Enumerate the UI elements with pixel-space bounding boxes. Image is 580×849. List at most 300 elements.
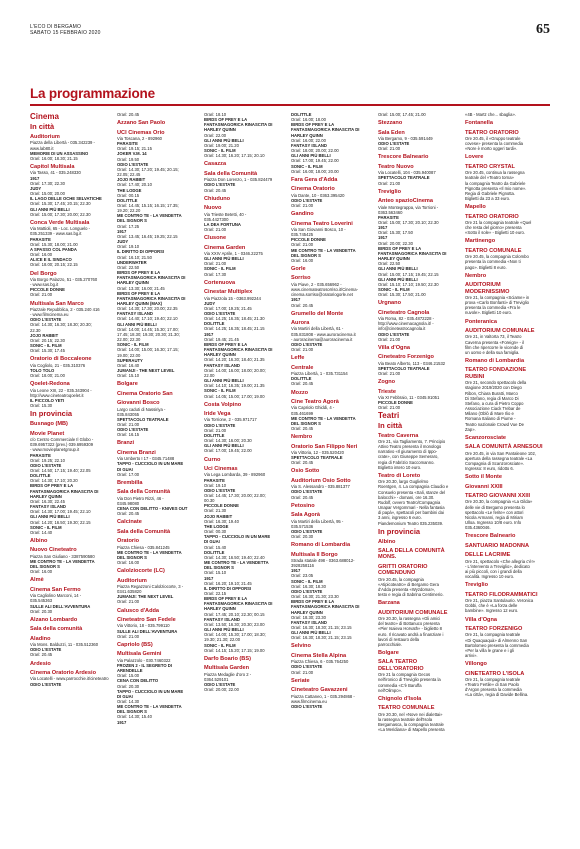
detail-line: Orari: 15.30; 17.50; 21.00 xyxy=(378,292,426,298)
venue-name: Romano di Lombardia xyxy=(291,542,351,549)
detail-line: Via Trieste Betetti, 40 - xyxy=(204,211,247,217)
venue-name: Oratorio di Boccaleone xyxy=(30,356,92,363)
title-line: ODIO L'ESTATE xyxy=(291,528,323,534)
title-line: ODIO L'ESTATE xyxy=(291,703,323,709)
detail-line: Consuelo presenta «Sali, stanze del xyxy=(378,489,446,495)
detail-line: Orari: 22.15 xyxy=(204,590,227,596)
detail-line: Orari: 17.00 xyxy=(117,471,140,477)
detail-line: Ore 21, secondo spettacolo della xyxy=(465,380,527,386)
venue-name: Darfo Boario (BS) xyxy=(204,655,251,662)
title-line: DEL SIGNOR S xyxy=(204,565,234,571)
detail-line: Orari: 14.00; 14.45; 15.30; 17.00; xyxy=(117,326,179,332)
section-heading: Cinema xyxy=(30,112,59,121)
title-line: JUDY xyxy=(30,185,42,191)
detail-line: Via Bergamo, 9 - 035.591449 xyxy=(378,135,433,141)
venue-name: Nembro xyxy=(465,272,487,279)
detail-line: la compagnia Teatro da Gabriele xyxy=(465,180,526,186)
title-line: ME CONTRO TE - LA VENDETTA xyxy=(117,549,182,555)
detail-line: del teatro» di Bottanuco presenta xyxy=(378,621,440,627)
detail-line: Orari: 20.00; 22.30 xyxy=(378,240,413,246)
title-line: SPETTACOLO TEATRALE xyxy=(291,455,343,461)
detail-line: www.filmcinema.eu xyxy=(291,698,327,704)
detail-line: Orari: 17.00; 19.25; 21.45 xyxy=(204,305,252,311)
detail-line: Via Piave, 2 - 035.656962 - xyxy=(291,281,342,287)
venue-name: Albino xyxy=(30,538,48,545)
detail-line: Orari: 14.40 xyxy=(30,529,53,535)
detail-line: 19.20; 22.20 xyxy=(117,208,141,214)
title-line: ODIO L'ESTATE xyxy=(30,647,62,653)
detail-line: Orari: 21.30 xyxy=(204,508,227,514)
venue-name: Teatro Caverna xyxy=(378,432,419,439)
detail-line: Romana Italiano di Piume - xyxy=(465,416,516,422)
venue-name: Teatro Nuovo xyxy=(378,163,414,170)
venue-name: Cinema Oratorio xyxy=(291,186,335,193)
venue-name: Cinestar Multiplex xyxy=(204,289,253,296)
title-line: PICCOLE DONNE xyxy=(30,287,65,293)
detail-line: - www.movieplanetgroup.it xyxy=(30,447,80,453)
title-line: 1917 xyxy=(291,568,301,574)
detail-line: Orari: 15.00; 17.45; 21.00 xyxy=(378,112,426,117)
title-line: 1917 xyxy=(291,297,301,303)
title-line: PARASITE xyxy=(30,452,51,458)
venue-name: Fara Gera d'Adda xyxy=(291,176,338,183)
title-line: HARLEY QUINN xyxy=(204,606,236,612)
detail-line: Orari: 21.00 xyxy=(117,599,140,605)
detail-line: Orari: 14.40; 17.10; 19.40; 22.10 xyxy=(117,316,178,322)
subsection-heading: In città xyxy=(30,122,55,131)
detail-line: Orari: 16.00; 18.00 xyxy=(291,117,326,123)
detail-line: Orari: 21.00 xyxy=(378,146,401,152)
venue-name: Sorriso xyxy=(291,275,311,282)
venue-name: Casazza xyxy=(204,161,227,168)
title-line: 1917 xyxy=(378,235,388,241)
detail-line: 3 anni, ingresso 6 euro. xyxy=(378,515,422,521)
venue-name: Alzano Lombardo xyxy=(30,616,78,623)
title-line: PICCOLE DONNE xyxy=(204,503,239,509)
detail-line: Nicola Armanni, regia di Miriam xyxy=(465,514,523,520)
page-header xyxy=(30,4,550,37)
detail-line: cinema.sorriso@oratoriogorle.net xyxy=(291,292,353,298)
venue-name: Barzana xyxy=(378,600,400,607)
detail-line: Orari: 18.00; 20.15; 22.15 xyxy=(30,262,78,268)
title-line: HARLEY QUINN xyxy=(291,132,323,138)
detail-line: http://www.cineteatroqoelet.it xyxy=(30,392,84,398)
venue-name: Villa d'Ogna xyxy=(465,616,498,623)
title-line: DEL SIGNOR S xyxy=(117,554,147,560)
detail-line: - L'intervento a Treviglio», dedicato xyxy=(465,563,530,569)
venue-name: Sala della Comunità xyxy=(117,528,171,535)
detail-line: Orari: 18.30; 23.30 xyxy=(291,614,326,620)
detail-line: 0345.98080 xyxy=(117,500,140,506)
detail-line: Orari: 15.30; 17.45; 20.15; 22.30 xyxy=(30,201,91,207)
title-line: TAPPO - CUCCIOLO IN UN MARE xyxy=(117,688,184,694)
detail-line: Orari: 20.15; 22.30 xyxy=(30,337,65,343)
detail-line: Orari: 18.00; 20.00; 22.00 xyxy=(291,148,339,154)
venue-name: Nuovo Cineteatro xyxy=(30,547,77,554)
title-line: BIRDS OF PREY E LA xyxy=(291,599,335,605)
title-line: ARENDELLE xyxy=(117,668,143,674)
detail-line: Orari: 14.30; 16.30; 18.30; 20.30; xyxy=(30,322,92,328)
detail-line: teatrale del «Teatro torna» xyxy=(465,175,514,181)
detail-line: parrocchiale. xyxy=(378,641,402,647)
venue-name: Osio Sotto xyxy=(291,468,320,475)
detail-line: Orari: 19.25; 22.10 xyxy=(30,457,65,463)
title-line: GLI ANNI PIÙ BELLI xyxy=(204,627,244,633)
detail-line: Orari: 21.00 xyxy=(204,226,227,232)
detail-line: Orari: 16.10; 21.50 xyxy=(117,254,152,260)
detail-line: Orari: 14.15; 15.20; 17.15; 19.00 xyxy=(204,647,265,653)
title-line: CENA CON DELITTO xyxy=(117,678,159,684)
detail-line: Orari: 16.30; 22.45 xyxy=(30,498,65,504)
title-line: THE LODGE xyxy=(117,187,142,193)
title-line: HARLEY QUINN xyxy=(291,609,323,615)
venue-name: Costa Volpino xyxy=(204,401,242,408)
detail-line: Orari: 16.30; 18.30 xyxy=(291,583,326,589)
title-line: GLI ANNI PIÙ BELLI xyxy=(378,266,418,272)
title-line: PICCOLE DONNE xyxy=(378,400,413,406)
detail-line: Roentgen, 4. La compagnia Claudio e xyxy=(378,484,449,490)
venue-name: TEATRO COMUNALE xyxy=(465,247,522,254)
venue-name: Cinema Oratorio San xyxy=(117,390,173,397)
detail-line: Caverna presenta «Foreign» - il xyxy=(465,339,524,345)
title-line: GLI ANNI PIÙ BELLI xyxy=(30,206,70,212)
venue-name: Sotto il Monte xyxy=(465,474,502,481)
detail-line: Pignotta presenta «Il mio nome». xyxy=(465,185,527,191)
title-line: HARLEY QUINN xyxy=(117,280,149,286)
detail-line: Biglietti da 23 a 33 euro. xyxy=(465,196,511,202)
detail-line: 22.30 xyxy=(30,327,41,333)
detail-line: Ore 20.45, la compagnia xyxy=(378,576,424,582)
title-line: JUMANJI - THE NEXT LEVEL xyxy=(117,368,175,373)
title-line: UNDERWATER xyxy=(117,259,147,265)
detail-line: nell'Olimpo». xyxy=(378,687,403,693)
detail-line: apertura della rassegna teatrale «La xyxy=(465,455,533,461)
detail-line: Orari: 20.45 xyxy=(291,425,314,431)
detail-line: Orari: 14.45; 17.30; 20.00; 22.00; xyxy=(204,493,266,498)
detail-line: Via Don Pietro Rizzi, 46 - xyxy=(117,495,164,501)
detail-line: Piazzale Repubblica, 2 - 035.240 416 xyxy=(30,306,100,312)
detail-line: Gobbi, che è «La forza delle xyxy=(465,603,518,609)
detail-line: Via Martiri della Libertà, 95 - xyxy=(291,518,344,524)
detail-line: Di Stefano, regia di Marco Di xyxy=(465,395,519,401)
detail-line: Orari: 20.45 xyxy=(117,511,140,517)
title-line: BIRDS OF PREY E LA xyxy=(117,290,161,296)
title-line: BIRDS OF PREY E LA xyxy=(204,596,248,602)
venue-name: Cinema San Fermo xyxy=(30,586,81,593)
detail-line: Attivo Teatro presenta il monologo xyxy=(378,444,442,450)
detail-line: Ribon, Chiara Buratti, Marco xyxy=(465,390,518,396)
title-line: GLI ANNI PIÙ BELLI xyxy=(117,321,157,327)
venue-name: AUDITORIUM COMUNALE xyxy=(378,609,448,616)
title-line: DI GUAI xyxy=(117,466,133,472)
title-line: ODIO L'ESTATE xyxy=(30,462,62,468)
venue-name: Albino xyxy=(378,538,396,545)
title-line: JUDY xyxy=(117,239,129,245)
page-title: La programmazione xyxy=(30,86,155,101)
detail-line: Orari: 20.45 xyxy=(30,652,53,658)
detail-line: Orari: 16.30; 18.30; 21.15; 23.15 xyxy=(291,624,352,630)
detail-line: Ore 21, in Valtorta 73, il Teatro xyxy=(465,334,522,340)
detail-line: covese» presenta la commedia xyxy=(465,141,523,147)
venue-name: Giovanni XXIII xyxy=(465,483,503,490)
title-line: ODIO L'ESTATE xyxy=(204,487,236,493)
title-line: ODIO L'ESTATE xyxy=(291,664,323,670)
title-line: HARLEY QUINN xyxy=(204,127,236,133)
title-line: FANTASMAGORICA RINASCITA DI xyxy=(291,127,360,133)
listing-column-1 xyxy=(30,112,109,842)
title-line: ODIO L'ESTATE xyxy=(117,427,149,433)
detail-line: Piazza della Libertà - 035.342239 - xyxy=(30,140,95,146)
title-line: ODIO L'ESTATE xyxy=(204,422,236,428)
detail-line: 035.843055 xyxy=(117,411,140,417)
venue-name: Chignolo d'Isola xyxy=(378,695,422,702)
detail-line: la rassegna teatrale dell'Isola xyxy=(378,716,433,722)
detail-line: euro. Il ricavato andrà a finanziare i xyxy=(378,631,444,637)
detail-line: Via Cogliolo, 21 - 035.310376 xyxy=(30,362,86,368)
venue-name: Auditorium xyxy=(117,577,147,584)
venue-name: Stezzano xyxy=(378,120,403,127)
venue-name: Almè xyxy=(30,577,44,584)
detail-line: Orari: 22.00 xyxy=(204,132,227,138)
detail-line: Via Piazzola 15 - 0363.992244 xyxy=(204,295,261,301)
venue-name: Romano di Lombardia xyxy=(465,358,525,365)
title-line: PICCOLE DONNE xyxy=(291,237,326,243)
detail-line: Via Leone XIII, 22 - 035.343904 - xyxy=(30,387,92,393)
detail-line: 19.00; 22.00 xyxy=(117,352,141,358)
title-line: JOKER V.M. 14 xyxy=(117,151,147,157)
detail-line: Orari: 15.00; 17.30; 20.10; 22.30 xyxy=(378,220,439,225)
detail-line: «La Meridiana» di Mapello presenta xyxy=(378,727,445,733)
title-line: FANTASMAGORICA RINASCITA DI xyxy=(204,601,273,607)
detail-line: http://www.cinemacagnola.it/ - xyxy=(378,321,434,327)
detail-line: presenta la commedia «Non ti xyxy=(465,259,521,265)
venue-name: Ardesio xyxy=(30,660,51,667)
title-line: FANTASY ISLAND xyxy=(291,142,327,148)
detail-line: Via Umberto I 17 - 0345.71488 xyxy=(117,456,175,462)
detail-line: un uomo e della sua famiglia. xyxy=(465,349,520,355)
venue-name: Calcinate xyxy=(117,519,142,526)
title-line: GLI ANNI PIÙ BELLI xyxy=(30,514,70,520)
title-line: HARLEY QUINN (MAX) xyxy=(117,300,163,306)
title-line: ME CONTRO TE - LA VENDETTA xyxy=(117,704,182,710)
title-line: ODIO L'ESTATE xyxy=(291,197,323,203)
title-line: SULLE ALI DELL'AVVENTURA xyxy=(30,603,91,609)
title-line: DI GUAI xyxy=(204,539,220,545)
detail-line: Piazza Regazzoni Calolziocorte, 3 - xyxy=(117,584,184,589)
detail-line: Orari: 14.25; 16.35; 18.45; 21.15 xyxy=(204,326,265,332)
title-line: ODIO L'ESTATE xyxy=(204,681,236,687)
detail-line: Orari: 13.30; 16.00; 21.45 xyxy=(117,285,165,291)
venue-name: Cinema Stella Alpina xyxy=(291,652,347,659)
detail-line: Orari: 16.00 xyxy=(30,252,53,258)
detail-line: Orari: 20.45 xyxy=(291,381,314,387)
venue-name: Sala della Comunità xyxy=(204,170,258,177)
detail-line: Ingresso: 8 euro, ridotto 6. xyxy=(465,466,514,472)
title-line: JUMANJI: THE NEXT LEVEL xyxy=(117,594,174,600)
detail-line: Orari: 21.00 xyxy=(291,242,314,248)
detail-line: Orari: 13.45; 16.45; 19.25; 22.15 xyxy=(117,233,178,239)
venue-name: TEATRO FORZENIGO xyxy=(465,625,523,632)
title-line: BIRDS OF PREY E LA xyxy=(30,483,74,489)
detail-line: Orari: 19.15; 21.15 xyxy=(117,146,152,152)
venue-name: Mozzo xyxy=(291,389,309,396)
detail-line: Orari: 15.30 xyxy=(30,403,53,409)
title-divider xyxy=(30,104,550,106)
detail-line: Orari: 23.05 xyxy=(291,573,314,579)
detail-line: Orari: 14.30; 17.00; 19.45; 22.10 xyxy=(30,509,91,515)
title-line: ME CONTRO TE - LA VENDETTA xyxy=(30,559,95,564)
listing-column-6 xyxy=(465,112,544,842)
venue-name: Del Borgo xyxy=(30,270,57,277)
detail-line: nell'ironico di Treviglio presenta la xyxy=(378,677,441,683)
detail-line: Piazza Chiesa - 035.841245 xyxy=(117,544,170,550)
title-line: SONIC - IL FILM xyxy=(204,266,236,272)
venue-name: Auditorium xyxy=(30,134,60,140)
subsection-heading: In provincia xyxy=(378,526,421,536)
newspaper-name: L'ECO DI BERGAMO xyxy=(30,24,82,30)
venue-name: GRITTI ORATORIO COMENDUNO xyxy=(378,563,428,577)
detail-line: Orari: 20.30 xyxy=(117,683,140,689)
detail-line: Ore 21, piazza Santulaurio. Veronica xyxy=(465,598,534,604)
title-line: FROZEN 2 - IL SEGRETO DI xyxy=(117,662,172,668)
venue-name: Mapello xyxy=(465,204,486,211)
venue-name: Petosino xyxy=(291,502,315,509)
venue-name: Qoelet-Redona xyxy=(30,381,70,388)
title-line: ODIO L'ESTATE xyxy=(291,489,323,495)
detail-line: Orari: 17.45; 20.10; 22.30; 00.15 xyxy=(204,611,265,617)
venue-name: SALA DELLA COMUNITÀ MONS. xyxy=(378,548,445,561)
listing-column-2 xyxy=(117,112,196,842)
title-line: SONIC - IL FILM xyxy=(204,388,236,394)
title-line: GLI ANNI PIÙ BELLI xyxy=(204,137,244,143)
venue-name: Aladino xyxy=(30,635,51,642)
detail-line: Piazza Libertà, 1 - 035.731154 xyxy=(291,371,348,377)
title-line: TAPPO - CUCCIOLO IN UN MARE xyxy=(117,461,184,467)
detail-line: Orari: 22.50 xyxy=(378,261,401,267)
detail-line: - www.filmcinema.eu xyxy=(30,312,69,318)
detail-line: presenta la commedia «Fra le xyxy=(465,305,521,311)
venue-name: AUDITORIUM COMUNALE xyxy=(465,328,535,334)
detail-line: Orari: 20.45 xyxy=(291,460,314,466)
detail-line: Orari: 19.45; 21.45 xyxy=(204,336,239,342)
detail-line: Orari: 00.30 xyxy=(204,529,227,535)
title-line: ODIO L'ESTATE xyxy=(30,681,62,687)
detail-line: Orari: 13.50; 16.30; 20.30; 23.00 xyxy=(204,621,265,627)
title-line: ODIO L'ESTATE xyxy=(378,141,410,147)
detail-line: Ore 21, la compagnia teatrale xyxy=(465,632,521,638)
detail-line: «Pier Isaieva Horvath» - biglietto 8 xyxy=(378,626,443,632)
detail-line: Via Borgo Palazzo, 51 - 035.270760 xyxy=(30,276,98,282)
detail-line: Orari: 14.30; 15.40 xyxy=(117,714,152,720)
title-line: ODIO L'ESTATE xyxy=(378,331,410,337)
title-line: DEL SIGNOR S xyxy=(291,420,321,426)
detail-line: Orari: 16.00 xyxy=(291,257,314,263)
detail-line: Orari: 16.20; 19.10; 21.45 xyxy=(204,580,252,586)
detail-line: Via Beato Alberto, 113 - 0346.21532 xyxy=(378,360,446,366)
detail-line: 035.571536 xyxy=(291,523,314,529)
detail-line: Orari: 16.00; 22.00 xyxy=(291,137,326,143)
title-line: IL LAGO DELLE OCHE SELVATICHE xyxy=(30,196,102,202)
venue-name: Nembro xyxy=(291,434,313,441)
detail-line: Via Mons. Balduzzi, 11 - 035.512360 xyxy=(30,642,99,648)
title-line: IL DIRITTO DI OPPORSI xyxy=(204,585,252,591)
detail-line: Ore 20.30, la compagnia «La Gilda» xyxy=(465,499,533,505)
title-line: HARLEY QUINN xyxy=(30,493,62,499)
title-line: 1917 xyxy=(117,228,127,234)
venue-name: Ponteranica xyxy=(465,318,498,325)
title-line: GLI ANNI PIÙ BELLI xyxy=(204,378,244,384)
subsection-heading: In città xyxy=(378,420,403,430)
title-line: 1917 xyxy=(204,331,214,337)
detail-line: 22.05; 22.45 xyxy=(117,172,141,178)
detail-line: 039.6957322 (prev.) 039.6959309 xyxy=(30,442,94,448)
title-line: BIRDS OF PREY E LA xyxy=(204,117,248,123)
detail-line: Orari: 16.00 xyxy=(30,569,53,575)
detail-line: vocalità. Ingresso 10 euro. xyxy=(465,574,515,580)
venue-name: Trescore Balneario xyxy=(465,533,516,540)
title-line: FANTASMAGORICA RINASCITA DI xyxy=(291,604,360,610)
detail-line: «4B - Martz che... sbaglia». xyxy=(465,112,516,117)
title-line: HARLEY QUINN xyxy=(378,256,410,262)
detail-line: Orari: 14.00; 15.00; 16.30; 17.15; xyxy=(117,347,179,353)
venue-name: SALA TEATRO DELL'ORATORIO xyxy=(378,659,424,672)
venue-name: Anteo spazioCinema xyxy=(378,198,434,205)
detail-line: 0364.529101 xyxy=(204,676,229,682)
title-line: BIRDS OF PREY E LA xyxy=(291,122,335,128)
venue-name: TEATRO COMUNALE xyxy=(378,705,435,712)
detail-line: narrativo «Il giuramento di Ippo- xyxy=(378,449,438,455)
title-line: DOLITTLE xyxy=(30,473,51,479)
detail-line: Orari: 20.45 xyxy=(204,187,227,193)
title-line: SONIC - IL FILM xyxy=(204,148,236,154)
title-line: CENA CON DELITTO - KNIVES OUT xyxy=(117,506,188,512)
detail-line: Via Tasso, 41 - 035.248330 xyxy=(30,170,81,176)
title-line: DOLITTLE xyxy=(204,549,225,555)
detail-line: Via Cagliolino Marconi, 14 - xyxy=(30,593,82,599)
venue-name: SALA COMUNITÀ ARNESOUI xyxy=(465,444,543,451)
detail-line: delle vie di Bergamo presenta lo xyxy=(465,504,525,510)
venue-name: Teatro di Loreto xyxy=(378,472,421,479)
page-number: 65 xyxy=(536,22,550,37)
detail-line: Orari: 17.00; 19.45; 22.00 xyxy=(204,448,252,454)
venue-name: Multisala San Marco xyxy=(30,300,84,307)
venue-name: Trescore Balneario xyxy=(378,154,429,161)
detail-line: c/o Centro Commerciale Il Globo - xyxy=(30,437,94,443)
detail-line: Ore 21 la compagnia teatrale «Quel xyxy=(465,220,532,225)
title-line: DOLITTLE xyxy=(291,376,312,382)
venue-name: Cineteatro San Fedele xyxy=(117,617,176,624)
venue-name: Martinengo xyxy=(465,238,496,245)
title-line: IL PICCOLO YETI xyxy=(30,397,65,403)
title-line: SONIC - IL FILM xyxy=(30,524,62,530)
venue-name: UCI Cinemas Orio xyxy=(117,129,165,136)
venue-name: Bolgare xyxy=(378,650,399,657)
detail-line: Orari: 15.30; 18.00; 21.00 xyxy=(30,241,78,247)
title-line: DOLITTLE xyxy=(204,432,225,438)
title-line: SULLE ALI DELL'AVVENTURA xyxy=(117,628,178,634)
detail-line: Via Vittorio, 18 - 035.799110 xyxy=(117,623,170,629)
detail-line: Ore 20.45, in via San Pantaleone 102, xyxy=(465,450,537,456)
detail-line: 035.745425 xyxy=(291,232,314,238)
detail-line: Orari: 14.30; 16.20; 17.15; 20.10 xyxy=(204,153,265,159)
title-line: DI GUAI xyxy=(117,693,133,699)
title-line: FANTASMAGORICA RINASCITA DI xyxy=(204,347,273,353)
title-line: DEL SIGNOR S xyxy=(117,709,147,715)
detail-line: Ore 20.45, continua la rassegna xyxy=(465,170,525,176)
venue-name: Cinema Branzi xyxy=(117,449,156,456)
venue-name: Azzano San Paolo xyxy=(117,120,166,127)
title-line: JOJO RABBIT xyxy=(30,332,59,338)
